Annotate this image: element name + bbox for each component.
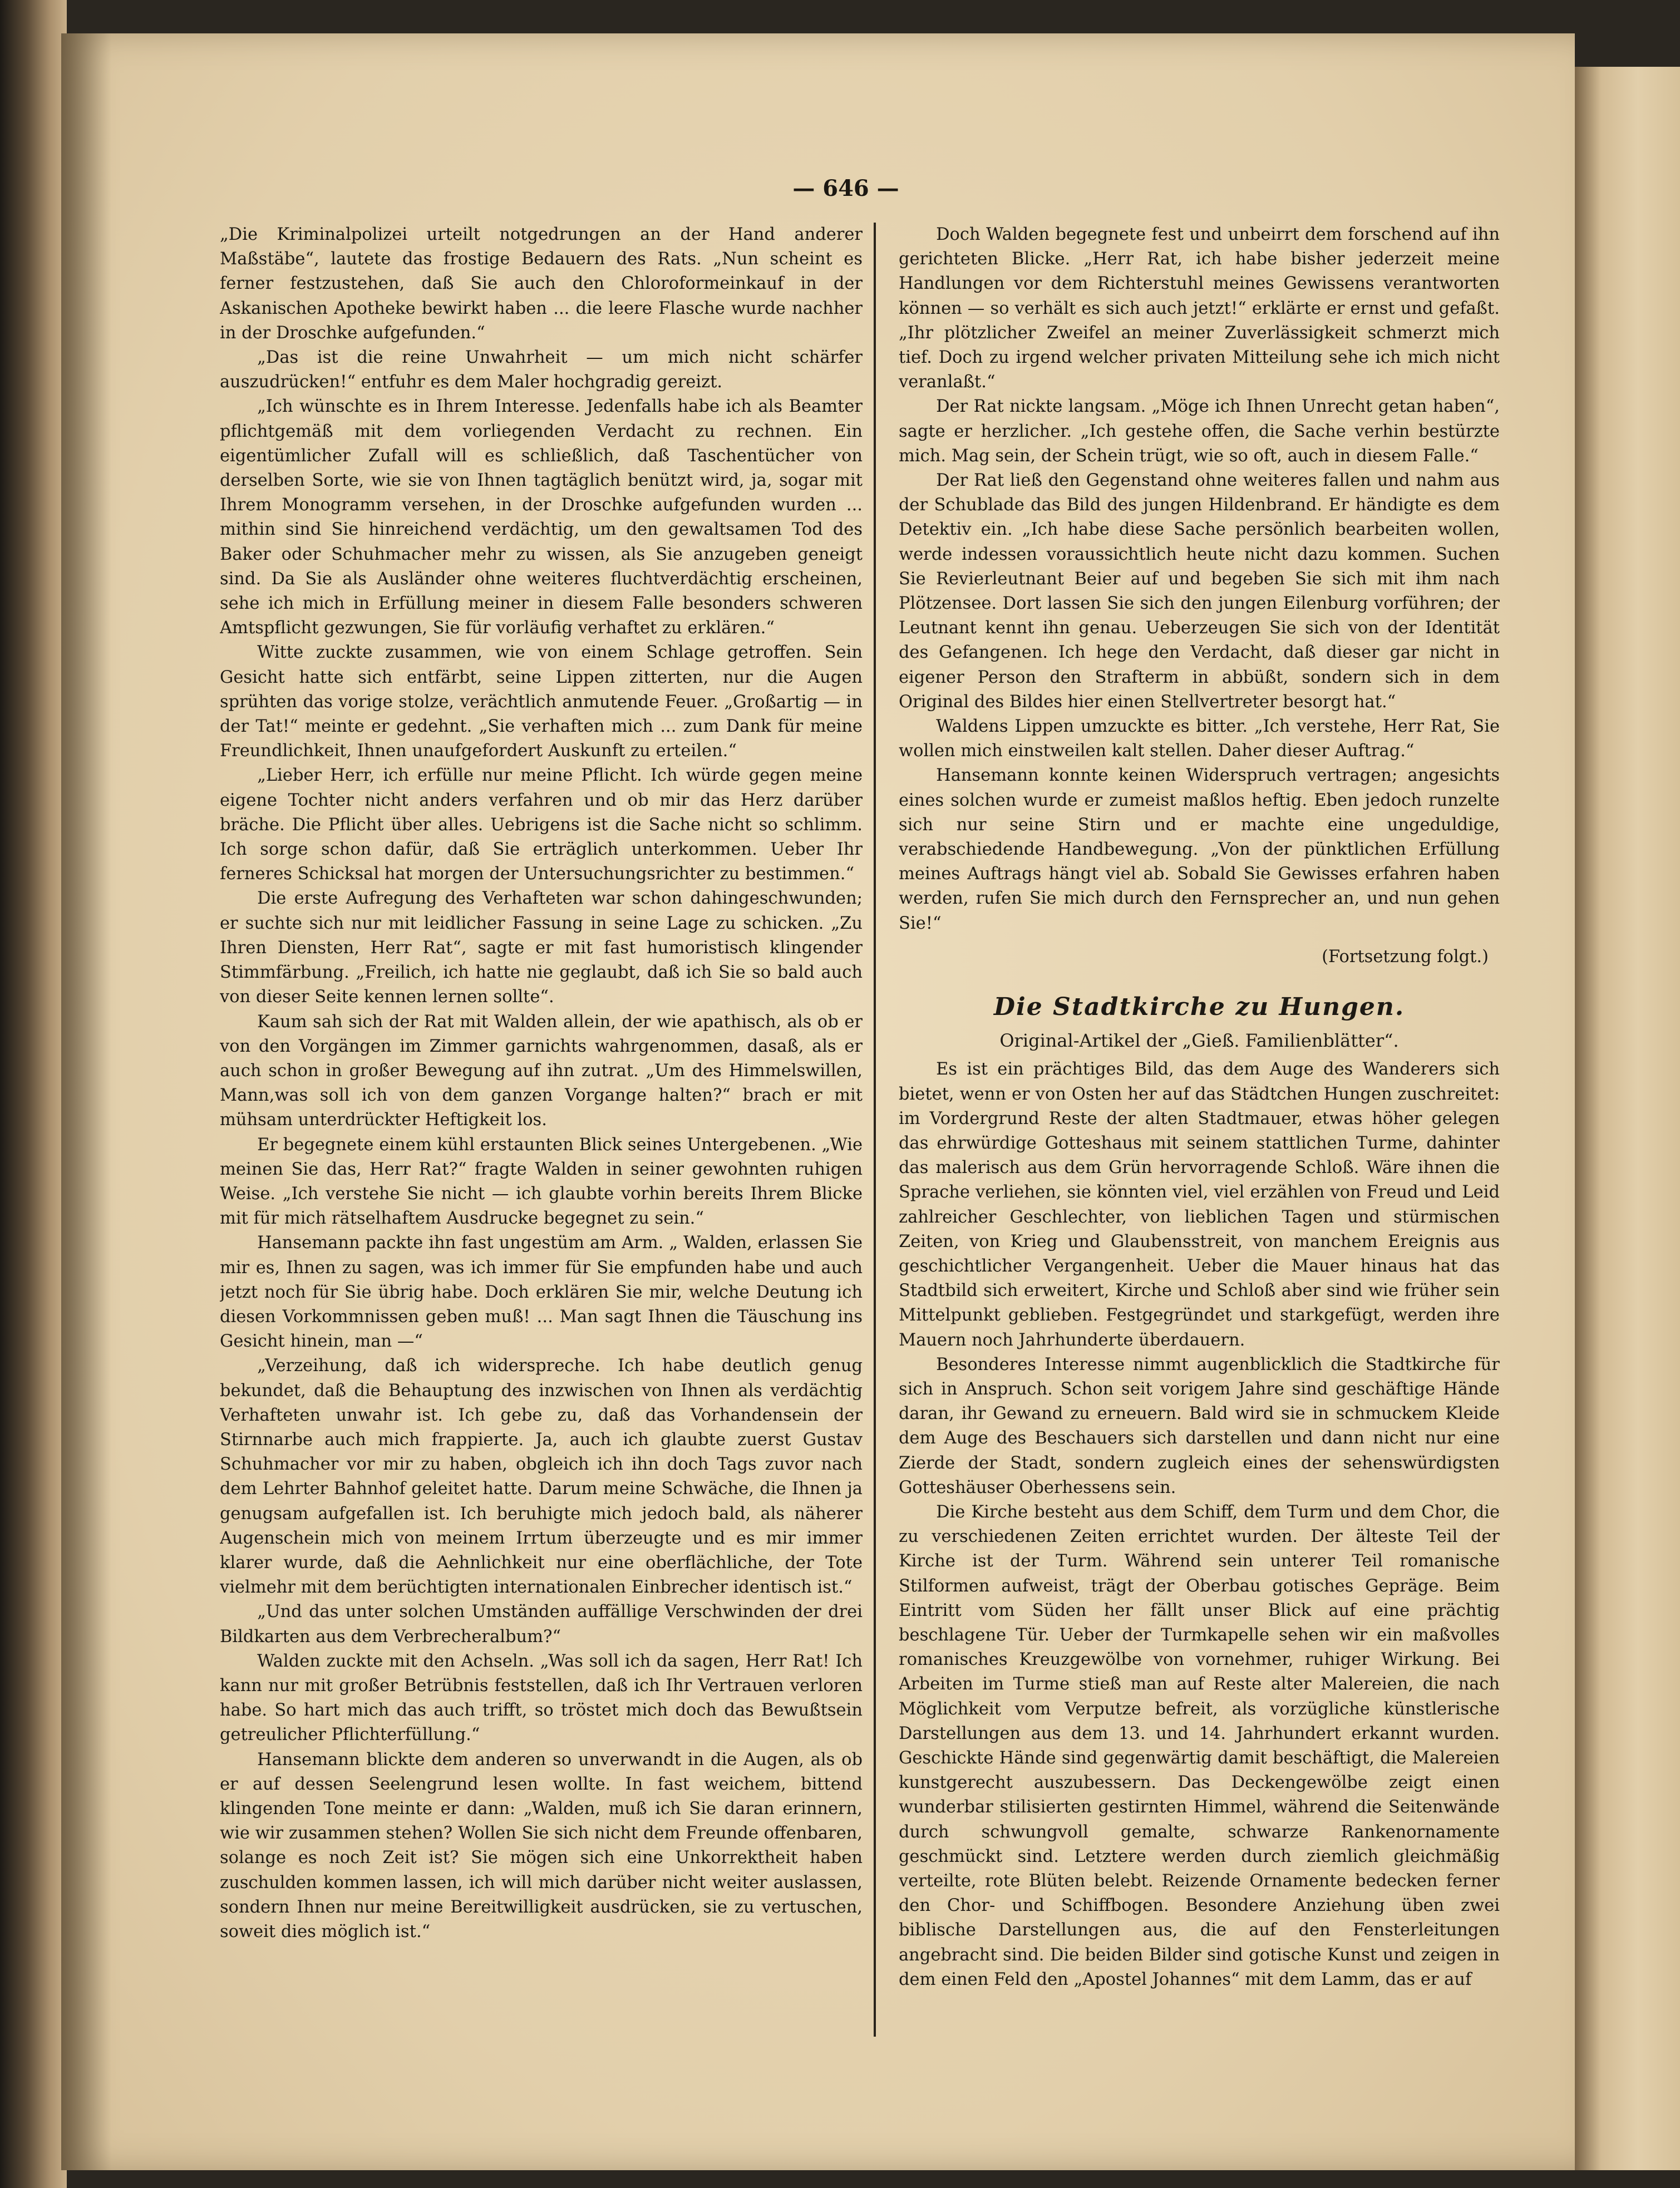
right-page-edge [1575, 67, 1680, 2170]
paragraph: Hansemann konnte keinen Widerspruch vertragen; angesichts eines solchen wurde er zumeist maßlos heftig. Eben jedoch runzelte sich nur seine Stirn und er machte eine ungeduldige, verabschiedende Handbewegung. „Von der pünktlichen Erfüllung meines Auftrags hängt viel ab. Sobald Sie Gewisses erfahren haben werden, rufen Sie mich durch den Fernsprecher an, und nun gehen Sie!“ [899, 766, 1500, 933]
paragraph: Die erste Aufregung des Verhafteten war schon dahingeschwunden; er suchte sich nur mit leidlicher Fassung in seine Lage zu schicken. „Zu Ihren Diensten, Herr Rat“, sagte er mit fast humoristisch klingender Stimmfärbung. „Freilich, ich hatte nie geglaubt, daß ich Sie so bald auch von dieser Seite kennen lernen sollte“. [220, 889, 863, 1007]
continued-note: (Fortsetzung folgt.) [1322, 947, 1489, 967]
paragraph: „Verzeihung, daß ich widerspreche. Ich habe deutlich genug bekundet, daß die Behauptung des inzwischen von Ihnen als verdächtig Verhafteten unwahr ist. Ich gebe zu, daß das Vorhandensein der Stirnnarbe auch mich frappierte. Ja, auch ich glaubte zuerst Gustav Schuhmacher vor mir zu haben, obgleich ich ihn doch Tags zuvor nach dem Lehrter Bahnhof geleitet hatte. Darum meine Schwäche, die Ihnen ja genugsam aufgefallen ist. Ich beruhigte mich jedoch bald, als näherer Augenschein mich von meinem Irrtum überzeugte und es mir immer klarer wurde, daß die Aehnlichkeit nur eine oberflächliche, der Tote vielmehr mit dem berüchtigten internationalen Einbrecher identisch ist.“ [220, 1356, 863, 1598]
article-paragraph: Die Kirche besteht aus dem Schiff, dem Turm und dem Chor, die zu verschiedenen Zeiten errichtet wurden. Der älteste Teil der Kirche ist der Turm. Während sein unterer Teil romanische Stilformen aufweist, trägt der Oberbau gotisches Gepräge. Beim Eintritt vom Süden her fällt unser Blick auf eine prächtig beschlagene Tür. Ueber der Turmkapelle sehen wir ein maßvolles romanisches Kreuzgewölbe von vornehmer, ruhiger Wirkung. Bei Arbeiten im Turme stieß man auf Reste alter Malereien, die nach Möglichkeit vom Verputze befreit, als vorzügliche künstlerische Darstellungen aus dem 13. und 14. Jahrhundert erkannt wurden. Geschickte Hände sind gegenwärtig damit beschäftigt, die Malereien kunstgerecht auszubessern. Das Deckengewölbe zeigt einen wunderbar stilisierten gestirnten Himmel, während die Seitenwände durch schwungvoll gemalte, schwarze Rankenornamente geschmückt sind. Letztere werden durch ziemlich gleichmäßig verteilte, rote Blüten belebt. Reizende Ornamente bedecken ferner den Chor- und Schiffbogen. Besondere Anziehung üben zwei biblische Darstellungen aus, die auf den Fensterleitungen angebracht sind. Die beiden Bilder sind gotische Kunst und zeigen in dem einen Feld den „Apostel Johannes“ mit dem Lamm, das er auf [899, 1502, 1500, 1989]
column-divider [874, 223, 876, 2037]
left-page-edge [0, 0, 67, 2188]
paragraph: Hansemann packte ihn fast ungestüm am Arm. „ Walden, erlassen Sie mir es, Ihnen zu sagen, was ich immer für Sie empfunden habe und auch jetzt noch für Sie übrig habe. Doch erklären Sie mir, welche Deutung ich diesen Vorkommnissen geben muß! ... Man sagt Ihnen die Täuschung ins Gesicht hinein, man —“ [220, 1233, 863, 1352]
paragraph: „Die Kriminalpolizei urteilt notgedrungen an der Hand anderer Maßstäbe“, lautete das frostige Bedauern des Rats. „Nun scheint es ferner festzustehen, daß Sie auch den Chloroformeinkauf in der Askanischen Apotheke bewirkt haben ... die leere Flasche wurde nachher in der Droschke aufgefunden.“ [220, 225, 863, 343]
page-number: — 646 — [792, 175, 899, 201]
article-paragraph: Es ist ein prächtiges Bild, das dem Auge des Wanderers sich bietet, wenn er von Osten her auf das Städtchen Hungen zuschreitet: im Vordergrund Reste der alten Stadtmauer, etwas höher gelegen das ehrwürdige Gotteshaus mit seinem stattlichen Turme, dahinter das malerisch aus dem Grün hervorragende Schloß. Wäre ihnen die Sprache verliehen, sie könnten viel, viel erzählen von Freud und Leid zahlreicher Geschlechter, von lieblichen Tagen und stürmischen Zeiten, von Krieg und Glaubensstreit, von manchem Ereignis aus geschichtlicher Vergangenheit. Ueber die Mauer hinaus hat das Stadtbild sich erweitert, Kirche und Schloß aber sind wie früher sein Mittelpunkt geblieben. Festgegründet und starkgefügt, werden ihre Mauern noch Jahrhunderte überdauern. [899, 1059, 1500, 1350]
paragraph: Walden zuckte mit den Achseln. „Was soll ich da sagen, Herr Rat! Ich kann nur mit großer Betrübnis feststellen, daß ich Ihr Vertrauen verloren habe. So hart mich das auch trifft, so tröstet mich doch das Bewußtsein getreulicher Pflichterfüllung.“ [220, 1651, 863, 1745]
paragraph: Waldens Lippen umzuckte es bitter. „Ich verstehe, Herr Rat, Sie wollen mich einstweilen kalt stellen. Daher dieser Auftrag.“ [899, 717, 1500, 761]
article-subtitle: Original-Artikel der „Gieß. Familienblätter“. [999, 1030, 1399, 1052]
paragraph: Kaum sah sich der Rat mit Walden allein, der wie apathisch, als ob er von den Vorgängen im Zimmer garnichts wahrgenommen, dasaß, als er auch schon in großer Bewegung auf ihn zutrat. „Um des Himmelswillen, Mann,was soll ich von dem ganzen Vorgange halten?“ brach er mit mühsam unterdrückter Heftigkeit los. [220, 1012, 863, 1130]
paragraph: Der Rat nickte langsam. „Möge ich Ihnen Unrecht getan haben“, sagte er herzlicher. „Ich gestehe offen, die Sache verhin bestürzte mich. Mag sein, der Schein trügt, wie so oft, auch in diesem Falle.“ [899, 397, 1500, 466]
paragraph: Doch Walden begegnete fest und unbeirrt dem forschend auf ihn gerichteten Blicke. „Herr Rat, ich habe bisher jederzeit meine Handlungen vor dem Richterstuhl meines Gewissens verantworten können — so verhält es sich auch jetzt!“ erklärte er ernst und gefaßt. „Ihr plötzlicher Zweifel an meiner Zuverlässigkeit schmerzt mich tief. Doch zu irgend welcher privaten Mitteilung sehe ich mich nicht veranlaßt.“ [899, 225, 1500, 392]
spine-shadow [61, 33, 111, 2170]
paragraph: Hansemann blickte dem anderen so unverwandt in die Augen, als ob er auf dessen Seelengrund lesen wollte. In fast weichem, bittend klingenden Tone meinte er dann: „Walden, muß ich Sie daran erinnern, wie wir zusammen stehen? Wollen Sie sich nicht dem Freunde offenbaren, solange es noch Zeit ist? Sie mögen sich eine Unkorrektheit haben zuschulden kommen lassen, ich will mich darüber nicht weiter auslassen, sondern Ihnen nur meine Bereitwilligkeit ausdrücken, sie zu vertuschen, soweit dies möglich ist.“ [220, 1750, 863, 1942]
paragraph: Witte zuckte zusammen, wie von einem Schlage getroffen. Sein Gesicht hatte sich entfärbt, seine Lippen zitterten, nur die Augen sprühten das vorige stolze, verächtlich anmutende Feuer. „Großartig — in der Tat!“ meinte er gedehnt. „Sie verhaften mich ... zum Dank für meine Freundlichkeit, Ihnen unaufgefordert Auskunft zu erteilen.“ [220, 643, 863, 761]
paragraph: Der Rat ließ den Gegenstand ohne weiteres fallen und nahm aus der Schublade das Bild des jungen Hildenbrand. Er händigte es dem Detektiv ein. „Ich habe diese Sache persönlich bearbeiten wollen, werde indessen voraussichtlich heute nicht dazu kommen. Suchen Sie Revierleutnant Beier auf und begeben Sie sich mit ihm nach Plötzensee. Dort lassen Sie sich den jungen Eilenburg vorführen; der Leutnant kennt ihn genau. Ueberzeugen Sie sich von der Identität des Gefangenen. Ich hege den Verdacht, daß dieser gar nicht in eigener Person den Strafterm in abbüßt, sondern sich in dem Original des Bildes hier einen Stellvertreter besorgt hat.“ [899, 471, 1500, 712]
paragraph: Er begegnete einem kühl erstaunten Blick seines Untergebenen. „Wie meinen Sie das, Herr Rat?“ fragte Walden in seiner gewohnten ruhigen Weise. „Ich verstehe Sie nicht — ich glaubte vorhin bereits Ihrem Blicke mit für mich rätselhaftem Ausdrucke begegnet zu sein.“ [220, 1135, 863, 1229]
paragraph: „Lieber Herr, ich erfülle nur meine Pflicht. Ich würde gegen meine eigene Tochter nicht anders verfahren und ob mir das Herz darüber bräche. Die Pflicht über alles. Uebrigens ist die Sache nicht so schlimm. Ich sorge schon dafür, daß Sie erträglich unterkommen. Ueber Ihr ferneres Schicksal hat morgen der Untersuchungsrichter zu bestimmen.“ [220, 766, 863, 884]
paragraph: „Und das unter solchen Umständen auffällige Verschwinden der drei Bildkarten aus dem Verbrecheralbum?“ [220, 1602, 863, 1647]
article-title: Die Stadtkirche zu Hungen. [993, 993, 1405, 1022]
paragraph: „Das ist die reine Unwahrheit — um mich nicht schärfer auszudrücken!“ entfuhr es dem Maler hochgradig gereizt. [220, 348, 863, 392]
article-paragraph: Besonderes Interesse nimmt augenblicklich die Stadtkirche für sich in Anspruch. Schon seit vorigem Jahre sind geschäftige Hände daran, ihr Gewand zu erneuern. Bald wird sie in schmuckem Kleide dem Auge des Beschauers sich darstellen und dann nicht nur eine Zierde der Stadt, sondern zugleich eines der sehenswürdigsten Gotteshäuser Oberhessens sein. [899, 1354, 1500, 1497]
left-column [220, 223, 863, 2042]
right-column [899, 223, 1500, 2042]
paragraph: „Ich wünschte es in Ihrem Interesse. Jedenfalls habe ich als Beamter pflichtgemäß mit dem vorliegenden Verdacht zu rechnen. Ein eigentümlicher Zufall will es schließlich, daß Taschentücher von derselben Sorte, wie sie von Ihnen tagtäglich benützt wird, ja, sogar mit Ihrem Monogramm versehen, in der Droschke aufgefunden wurden ... mithin sind Sie hinreichend verdächtig, um den gewaltsamen Tod des Baker oder Schuhmacher mehr zu wissen, als Sie anzugeben geneigt sind. Da Sie als Ausländer ohne weiteres fluchtverdächtig erscheinen, sehe ich mich in Erfüllung meiner in diesem Falle besonders schweren Amtspflicht gezwungen, Sie für vorläufig verhaftet zu erklären.“ [220, 397, 863, 638]
